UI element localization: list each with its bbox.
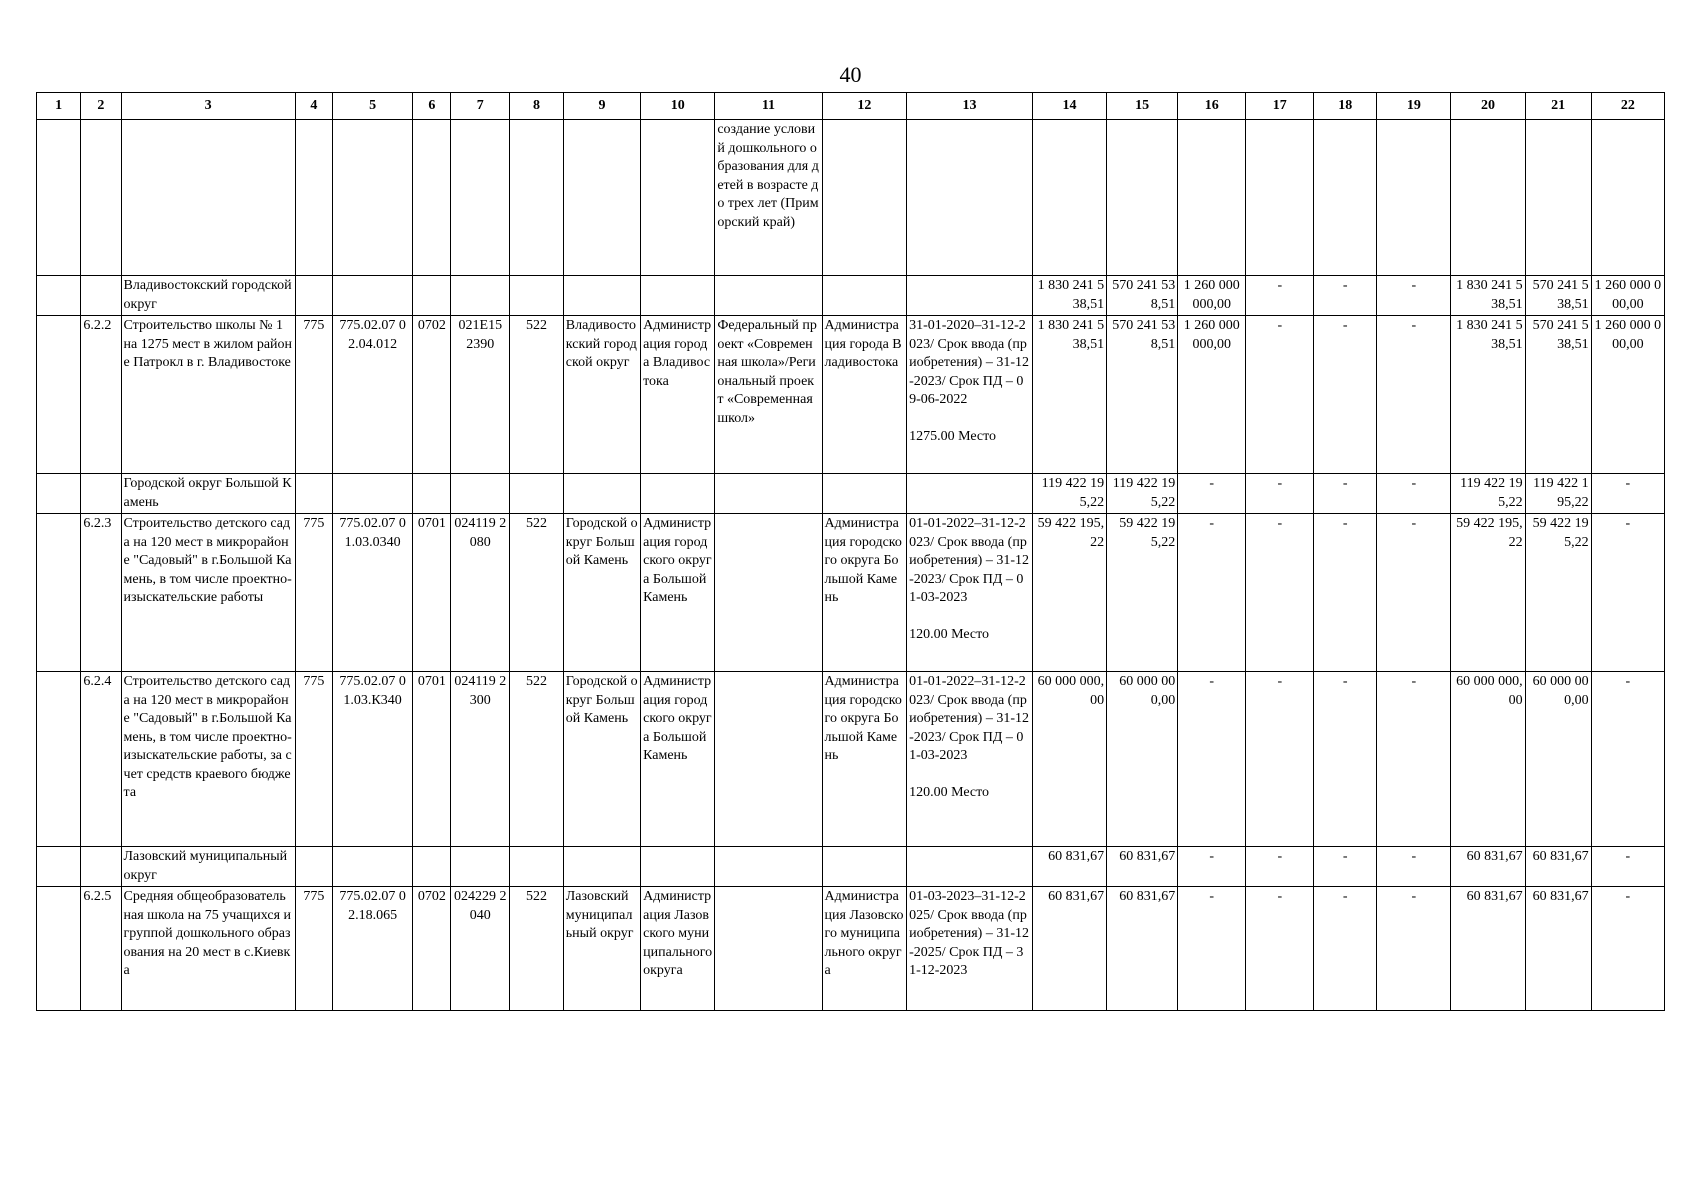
cell-col-18: - (1314, 514, 1377, 672)
cell-col-5 (332, 847, 412, 887)
cell-col-12 (822, 847, 907, 887)
deadline-text: 31-01-2020–31-12-2023/ Срок ввода (приобретения) – 31-12-2023/ Срок ПД – 09-06-2022 (909, 318, 1029, 407)
cell-col-5 (332, 276, 412, 316)
cell-col-9: Лазовский муниципальный округ (563, 887, 640, 1011)
header-cell-1: 1 (37, 93, 81, 120)
cell-col-21: 119 422 195,22 (1525, 474, 1591, 514)
cell-col-20: 1 830 241 538,51 (1451, 276, 1525, 316)
cell-col-19: - (1377, 276, 1451, 316)
cell-col-18: - (1314, 316, 1377, 474)
cell-col-4 (295, 847, 332, 887)
capacity-text: 120.00 Место (909, 626, 990, 642)
header-cell-19: 19 (1377, 93, 1451, 120)
cell-col-9: Городской округ Большой Камень (563, 672, 640, 847)
cell-col-12: Администрация городского округа Большой Камень (822, 514, 907, 672)
cell-col-16: 1 260 000 000,00 (1178, 276, 1246, 316)
header-cell-12: 12 (822, 93, 907, 120)
cell-col-19 (1377, 120, 1451, 276)
cell-col-14 (1032, 120, 1106, 276)
cell-col-15: 60 831,67 (1107, 887, 1178, 1011)
header-cell-4: 4 (295, 93, 332, 120)
cell-col-4 (295, 120, 332, 276)
cell-col-10 (641, 847, 715, 887)
cell-col-18: - (1314, 887, 1377, 1011)
cell-col-14: 60 831,67 (1032, 847, 1106, 887)
cell-col-8 (510, 847, 564, 887)
cell-col-5: 775.02.07 02.18.065 (332, 887, 412, 1011)
cell-col-1 (37, 887, 81, 1011)
deadline-text: 01-01-2022–31-12-2023/ Срок ввода (приобретения) – 31-12-2023/ Срок ПД – 01-03-2023 (909, 516, 1029, 605)
cell-col-6 (413, 474, 451, 514)
cell-col-13 (907, 887, 1033, 1011)
cell-col-14: 119 422 195,22 (1032, 474, 1106, 514)
cell-col-2 (81, 474, 121, 514)
cell-col-8 (510, 276, 564, 316)
cell-col-22: 1 260 000 000,00 (1591, 316, 1664, 474)
cell-col-2 (81, 276, 121, 316)
cell-col-18: - (1314, 847, 1377, 887)
cell-col-11 (715, 887, 822, 1011)
cell-col-1 (37, 276, 81, 316)
cell-col-15: 59 422 195,22 (1107, 514, 1178, 672)
cell-col-12: Администрация Лазовского муниципального округа (822, 887, 907, 1011)
cell-col-16: - (1178, 672, 1246, 847)
cell-col-13 (907, 514, 1033, 672)
cell-col-21 (1525, 120, 1591, 276)
cell-col-7 (451, 847, 510, 887)
cell-col-19: - (1377, 887, 1451, 1011)
cell-col-16: - (1178, 847, 1246, 887)
cell-col-12: Администрация города Владивостока (822, 316, 907, 474)
cell-col-8: 522 (510, 672, 564, 847)
cell-col-16: 1 260 000 000,00 (1178, 316, 1246, 474)
header-cell-9: 9 (563, 93, 640, 120)
cell-col-17: - (1246, 514, 1314, 672)
cell-col-2 (81, 847, 121, 887)
cell-col-6: 0701 (413, 672, 451, 847)
cell-col-20: 1 830 241 538,51 (1451, 316, 1525, 474)
header-cell-3: 3 (121, 93, 295, 120)
cell-col-3: Строительство школы № 1 на 1275 мест в жилом районе Патрокл в г. Владивостоке (121, 316, 295, 474)
cell-col-13 (907, 847, 1033, 887)
cell-col-22: - (1591, 887, 1664, 1011)
table-row (37, 120, 1665, 276)
cell-col-11 (715, 672, 822, 847)
header-cell-16: 16 (1178, 93, 1246, 120)
cell-col-19: - (1377, 514, 1451, 672)
cell-col-3: Лазовский муниципальный округ (121, 847, 295, 887)
cell-col-18: - (1314, 474, 1377, 514)
cell-col-20: 59 422 195,22 (1451, 514, 1525, 672)
cell-col-8: 522 (510, 316, 564, 474)
cell-col-5 (332, 474, 412, 514)
cell-col-15: 60 831,67 (1107, 847, 1178, 887)
cell-col-15 (1107, 120, 1178, 276)
cell-col-6 (413, 120, 451, 276)
cell-col-4 (295, 474, 332, 514)
cell-col-8 (510, 474, 564, 514)
cell-col-7: 024119 2300 (451, 672, 510, 847)
cell-col-22 (1591, 120, 1664, 276)
cell-col-4: 775 (295, 887, 332, 1011)
header-cell-17: 17 (1246, 93, 1314, 120)
cell-col-11 (715, 276, 822, 316)
capacity-text: 120.00 Место (909, 784, 990, 800)
cell-col-14: 60 831,67 (1032, 887, 1106, 1011)
cell-col-16 (1178, 120, 1246, 276)
cell-col-5 (332, 120, 412, 276)
header-cell-11: 11 (715, 93, 822, 120)
header-cell-14: 14 (1032, 93, 1106, 120)
cell-col-21: 60 000 000,00 (1525, 672, 1591, 847)
header-cell-22: 22 (1591, 93, 1664, 120)
cell-col-18: - (1314, 276, 1377, 316)
cell-col-1 (37, 672, 81, 847)
cell-col-6 (413, 847, 451, 887)
cell-col-6: 0702 (413, 316, 451, 474)
header-cell-10: 10 (641, 93, 715, 120)
cell-col-3: Строительство детского сада на 120 мест в микрорайоне "Садовый" в г.Большой Камень, в том числе проектно-изыскательские работы, за счет средств краевого бюджета (121, 672, 295, 847)
cell-col-22: - (1591, 514, 1664, 672)
header-cell-2: 2 (81, 93, 121, 120)
cell-col-4: 775 (295, 672, 332, 847)
page-number: 40 (839, 62, 862, 87)
data-table (36, 92, 1665, 1011)
cell-col-2: 6.2.2 (81, 316, 121, 474)
header-cell-5: 5 (332, 93, 412, 120)
cell-col-21: 570 241 538,51 (1525, 316, 1591, 474)
cell-col-13 (907, 474, 1033, 514)
cell-col-15: 570 241 538,51 (1107, 276, 1178, 316)
cell-col-1 (37, 847, 81, 887)
cell-col-21: 60 831,67 (1525, 887, 1591, 1011)
cell-col-11 (715, 847, 822, 887)
cell-col-9 (563, 847, 640, 887)
cell-col-7: 024119 2080 (451, 514, 510, 672)
capacity-text: 1275.00 Место (909, 428, 997, 444)
cell-col-17: - (1246, 887, 1314, 1011)
cell-col-17: - (1246, 316, 1314, 474)
cell-col-19: - (1377, 316, 1451, 474)
cell-col-6: 0702 (413, 887, 451, 1011)
cell-col-10 (641, 120, 715, 276)
cell-col-7: 021E15 2390 (451, 316, 510, 474)
cell-col-11: Федеральный проект «Современная школа»/Региональный проект «Современная школ» (715, 316, 822, 474)
cell-col-16: - (1178, 474, 1246, 514)
cell-col-14: 59 422 195,22 (1032, 514, 1106, 672)
cell-col-16: - (1178, 887, 1246, 1011)
cell-col-3: Городской округ Большой Камень (121, 474, 295, 514)
cell-col-18 (1314, 120, 1377, 276)
header-cell-8: 8 (510, 93, 564, 120)
table-row (37, 672, 1665, 847)
cell-col-2: 6.2.3 (81, 514, 121, 672)
cell-col-10: Администрация города Владивостока (641, 316, 715, 474)
cell-col-20: 60 000 000,00 (1451, 672, 1525, 847)
table-row (37, 474, 1665, 514)
cell-col-11 (715, 474, 822, 514)
cell-col-19: - (1377, 847, 1451, 887)
header-cell-20: 20 (1451, 93, 1525, 120)
cell-col-19: - (1377, 474, 1451, 514)
deadline-text: 01-03-2023–31-12-2025/ Срок ввода (приобретения) – 31-12-2025/ Срок ПД – 31-12-2023 (909, 889, 1029, 978)
table-row (37, 514, 1665, 672)
cell-col-12 (822, 474, 907, 514)
cell-col-21: 59 422 195,22 (1525, 514, 1591, 672)
cell-col-12: Администрация городского округа Большой Камень (822, 672, 907, 847)
cell-col-2 (81, 120, 121, 276)
cell-col-15: 119 422 195,22 (1107, 474, 1178, 514)
cell-col-10 (641, 474, 715, 514)
cell-col-22: - (1591, 474, 1664, 514)
table-row (37, 847, 1665, 887)
cell-col-4 (295, 276, 332, 316)
header-cell-15: 15 (1107, 93, 1178, 120)
cell-col-3: Владивостокский городской округ (121, 276, 295, 316)
header-cell-13: 13 (907, 93, 1033, 120)
cell-col-11 (715, 514, 822, 672)
cell-col-21: 570 241 538,51 (1525, 276, 1591, 316)
header-cell-18: 18 (1314, 93, 1377, 120)
cell-col-14: 1 830 241 538,51 (1032, 316, 1106, 474)
table-row (37, 276, 1665, 316)
cell-col-5: 775.02.07 02.04.012 (332, 316, 412, 474)
cell-col-22: - (1591, 672, 1664, 847)
header-cell-7: 7 (451, 93, 510, 120)
cell-col-17: - (1246, 474, 1314, 514)
cell-col-3 (121, 120, 295, 276)
cell-col-4: 775 (295, 514, 332, 672)
cell-col-17 (1246, 120, 1314, 276)
header-cell-6: 6 (413, 93, 451, 120)
cell-col-1 (37, 120, 81, 276)
cell-col-22: - (1591, 847, 1664, 887)
cell-col-17: - (1246, 276, 1314, 316)
table-row (37, 887, 1665, 1011)
cell-col-10: Администрация городского округа Большой Камень (641, 672, 715, 847)
cell-col-13 (907, 120, 1033, 276)
header-cell-21: 21 (1525, 93, 1591, 120)
cell-col-2: 6.2.4 (81, 672, 121, 847)
cell-col-15: 60 000 000,00 (1107, 672, 1178, 847)
cell-col-14: 60 000 000,00 (1032, 672, 1106, 847)
cell-col-9 (563, 120, 640, 276)
cell-col-20: 60 831,67 (1451, 847, 1525, 887)
deadline-text: 01-01-2022–31-12-2023/ Срок ввода (приобретения) – 31-12-2023/ Срок ПД – 01-03-2023 (909, 674, 1029, 763)
cell-col-16: - (1178, 514, 1246, 672)
cell-col-11: создание условий дошкольного образования для детей в возрасте до трех лет (Приморский край) (715, 120, 822, 276)
header-row (37, 93, 1665, 120)
cell-col-2: 6.2.5 (81, 887, 121, 1011)
cell-col-7 (451, 474, 510, 514)
cell-col-9: Городской округ Большой Камень (563, 514, 640, 672)
cell-col-19: - (1377, 672, 1451, 847)
cell-col-3: Средняя общеобразовательная школа на 75 учащихся и группой дошкольного образования на 20 мест в с.Киевка (121, 887, 295, 1011)
cell-col-20: 119 422 195,22 (1451, 474, 1525, 514)
cell-col-9: Владивостокский городской округ (563, 316, 640, 474)
cell-col-15: 570 241 538,51 (1107, 316, 1178, 474)
cell-col-8: 522 (510, 887, 564, 1011)
table-row (37, 316, 1665, 474)
cell-col-7: 024229 2040 (451, 887, 510, 1011)
cell-col-9 (563, 276, 640, 316)
cell-col-4: 775 (295, 316, 332, 474)
cell-col-20 (1451, 120, 1525, 276)
cell-col-5: 775.02.07 01.03.0340 (332, 514, 412, 672)
cell-col-10: Администрация Лазовского муниципального округа (641, 887, 715, 1011)
cell-col-13 (907, 672, 1033, 847)
cell-col-6: 0701 (413, 514, 451, 672)
cell-col-1 (37, 316, 81, 474)
cell-col-17: - (1246, 847, 1314, 887)
cell-col-21: 60 831,67 (1525, 847, 1591, 887)
cell-col-12 (822, 276, 907, 316)
cell-col-13 (907, 276, 1033, 316)
cell-col-13 (907, 316, 1033, 474)
cell-col-12 (822, 120, 907, 276)
cell-col-17: - (1246, 672, 1314, 847)
cell-col-1 (37, 474, 81, 514)
cell-col-22: 1 260 000 000,00 (1591, 276, 1664, 316)
cell-col-7 (451, 120, 510, 276)
cell-col-18: - (1314, 672, 1377, 847)
cell-col-9 (563, 474, 640, 514)
cell-col-10 (641, 276, 715, 316)
cell-col-8 (510, 120, 564, 276)
cell-col-20: 60 831,67 (1451, 887, 1525, 1011)
cell-col-10: Администрация городского округа Большой Камень (641, 514, 715, 672)
cell-col-6 (413, 276, 451, 316)
cell-col-1 (37, 514, 81, 672)
cell-col-14: 1 830 241 538,51 (1032, 276, 1106, 316)
cell-col-5: 775.02.07 01.03.К340 (332, 672, 412, 847)
cell-col-8: 522 (510, 514, 564, 672)
cell-col-3: Строительство детского сада на 120 мест в микрорайоне "Садовый" в г.Большой Камень, в том числе проектно-изыскательские работы (121, 514, 295, 672)
cell-col-7 (451, 276, 510, 316)
